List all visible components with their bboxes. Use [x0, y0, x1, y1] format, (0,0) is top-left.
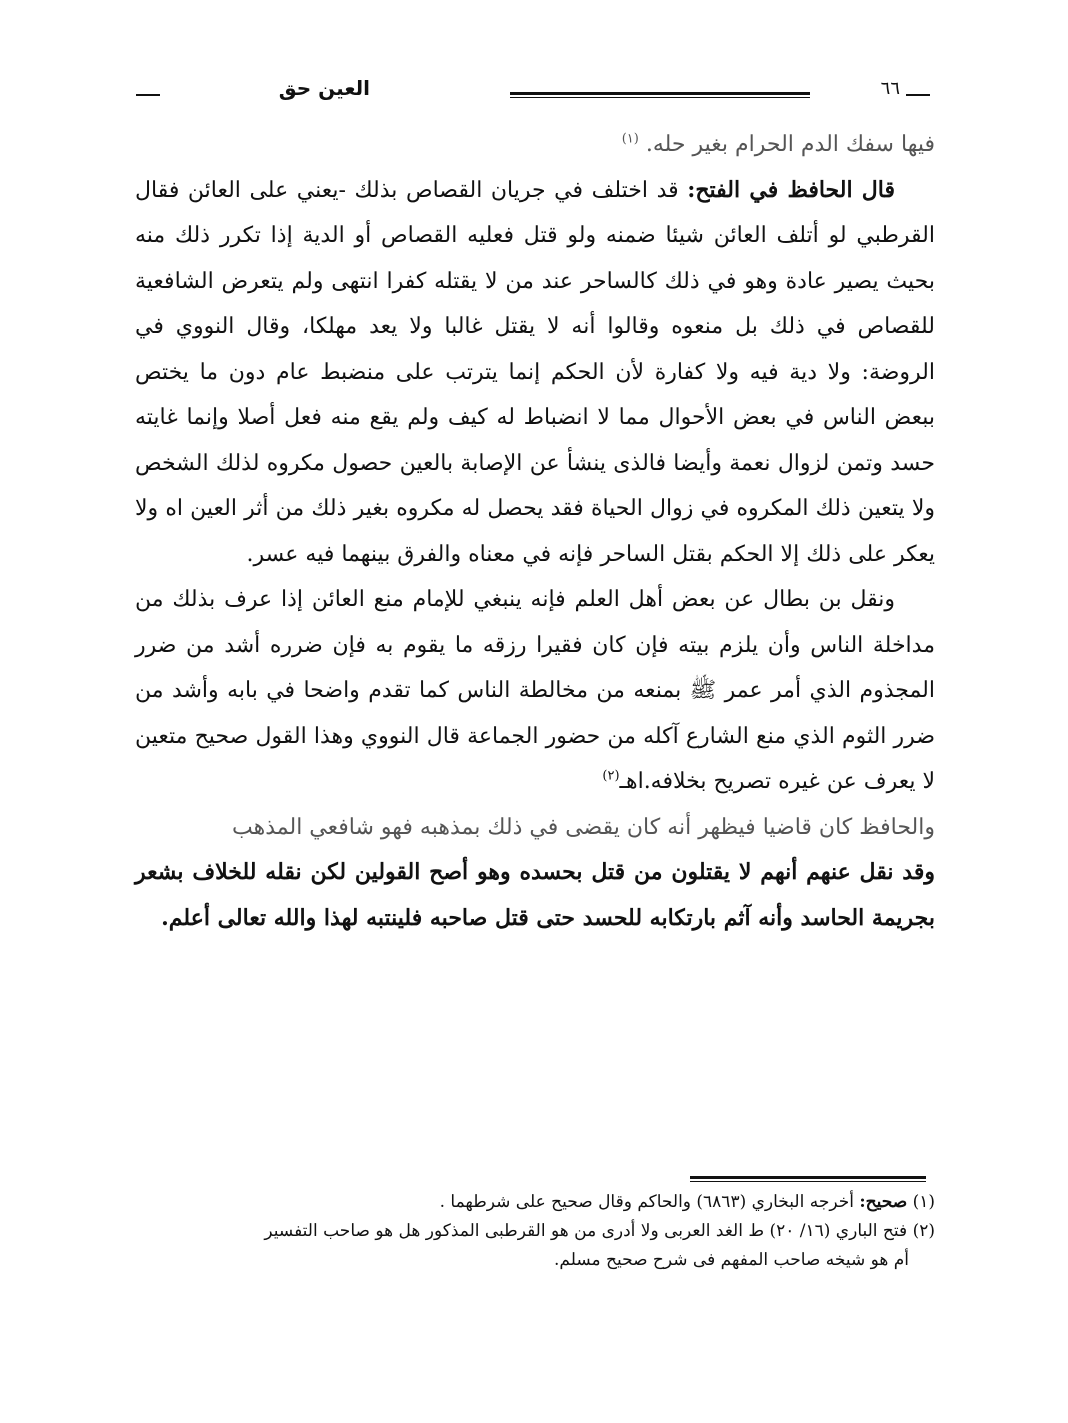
paragraph-3	[135, 577, 935, 805]
running-title: العين حق	[278, 76, 370, 100]
header-rule	[510, 92, 810, 98]
footnote-1-text: أخرجه البخاري (٦٨٦٣) والحاكم وقال صحيح على شرطهما .	[439, 1192, 854, 1212]
paragraph-3-text: ونقل بن بطال عن بعض أهل العلم فإنه ينبغي للإمام منع العائن إذا عرف بذلك من مداخلة الناس وأن يلزم بيته فإن كان فقيرا رزقه ما يقوم به فإن ضرره أشد من ضرر المجذوم الذي أمر عمر ﷺ بمنعه من مخالطة الناس كما تقدم واضحا في بابه وأشد من ضرر الثوم الذي منع الشارع آكله من حضور الجماعة قال النووي وهذا القول صحيح متعين لا يعرف عن غيره تصريح بخلافه.اهـ	[135, 587, 935, 794]
paragraph-1-text: فيها سفك الدم الحرام بغير حله.	[645, 132, 935, 157]
paragraph-2-lead: قال الحافظ في الفتح:	[687, 176, 896, 203]
header-ornament-right	[906, 94, 930, 96]
footnote-ref-2: (٢)	[602, 768, 620, 784]
footnote-1	[135, 1188, 935, 1217]
footnote-2	[135, 1217, 935, 1246]
paragraph-5-text: وقد نقل عنهم أنهم لا يقتلون من قتل بحسده وهو أصح القولين لكن نقله للخلاف بشعر بجريمة الحاسد وأنه آثم بارتكابه للحسد حتى قتل صاحبه فلينتبه لهذا والله تعالى أعلم.	[135, 859, 936, 931]
footnote-rule	[690, 1176, 926, 1182]
running-header	[110, 70, 930, 110]
page-number: ٦٦	[880, 78, 900, 99]
paragraph-4	[135, 805, 935, 851]
footnote-2-marker: (٢)	[912, 1221, 935, 1241]
paragraph-4-text: والحافظ كان قاضيا فيظهر أنه كان يقضى في ذلك بمذهبه فهو شافعي المذهب	[232, 814, 935, 840]
footnote-2-continuation: أم هو شيخه صاحب المفهم فى شرح صحيح مسلم.	[553, 1250, 909, 1270]
paragraph-2	[135, 168, 935, 578]
footnote-1-lead: صحيح:	[859, 1192, 908, 1212]
paragraph-1	[135, 122, 935, 168]
footnote-ref-1: (١)	[621, 131, 639, 147]
body-text	[135, 122, 935, 941]
paragraph-2-text: قد اختلف في جريان القصاص بذلك -يعني على العائن فقال القرطبي لو أتلف العائن شيئا ضمنه ولو قتل فعليه القصاص أو الدية إذا تكرر ذلك منه بحيث يصير عادة وهو في ذلك كالساحر عند من لا يقتله كفرا انتهى ولم يتعرض الشافعية للقصاص في ذلك بل منعوه وقالوا أنه لا يقتل غالبا ولا يعد مهلكا، وقال النووي في الروضة: ولا دية فيه ولا كفارة لأن الحكم إنما يترتب على منضبط عام دون ما يختص ببعض الناس في بعض الأحوال مما لا انضباط له كيف ولم يقع منه فعل أصلا وإنما غايته حسد وتمن لزوال نعمة وأيضا فالذى ينشأ عن الإصابة بالعين حصول مكروه لذلك الشخص ولا يتعين ذلك المكروه في زوال الحياة فقد يحصل له مكروه بغير ذلك من أثر العين اه ولا يعكر على ذلك إلا الحكم بقتل الساحر فإنه في معناه والفرق بينهما فيه عسر.	[135, 177, 935, 567]
paragraph-5	[135, 850, 935, 941]
footnote-1-marker: (١)	[912, 1192, 935, 1212]
footnote-2-text: فتح الباري (١٦/ ٢٠) ط الغد العربى ولا أدرى من هو القرطبى المذكور هل هو صاحب التفسير	[264, 1221, 908, 1241]
footnotes	[135, 1188, 935, 1275]
header-ornament-left	[136, 94, 160, 96]
